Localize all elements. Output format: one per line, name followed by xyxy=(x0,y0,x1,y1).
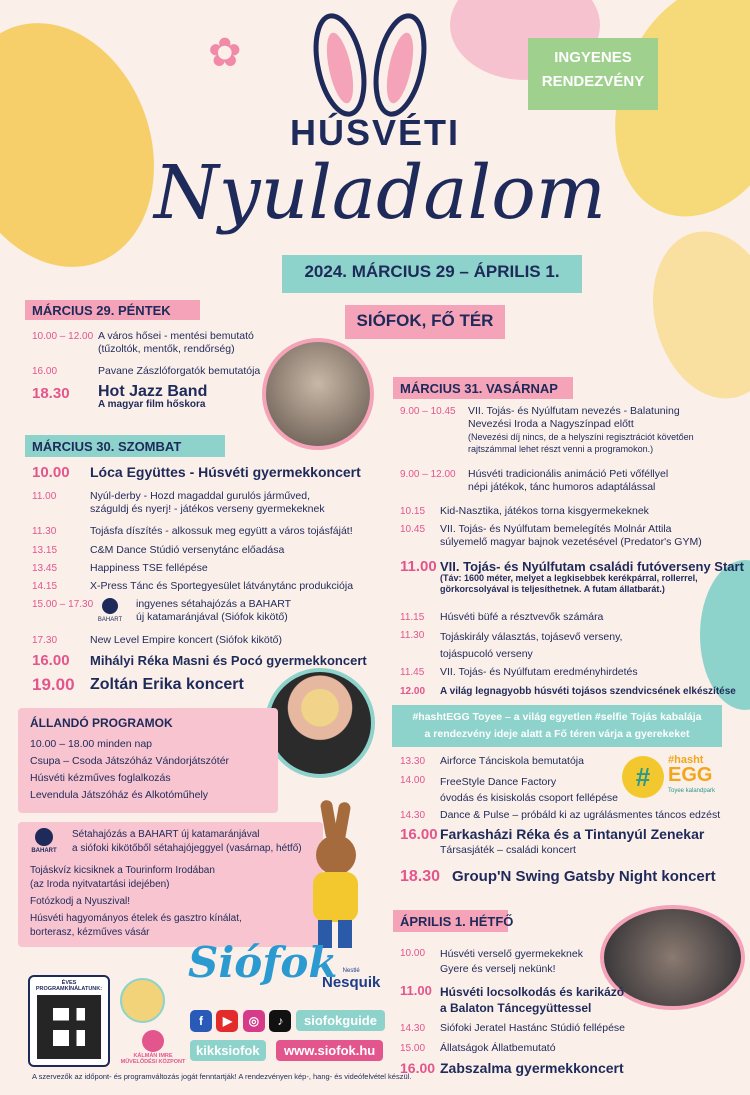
text: Húsvéti büfé a résztvevők számára xyxy=(440,611,604,623)
hashtegg-logo: # #hasht EGG Toyee kalandpark xyxy=(622,752,732,802)
qr-box xyxy=(28,975,110,1067)
text: Zabszalma gyermekkoncert xyxy=(440,1060,624,1076)
time: 17.30 xyxy=(32,635,58,646)
social-handle-1[interactable]: siofokguide xyxy=(296,1010,385,1031)
bunny-run-logo xyxy=(120,978,165,1023)
text: Nyúl-derby - Hozd magaddal gurulós járműved, száguldj és nyerj! - játékos verseny gyermekeknek xyxy=(90,490,325,515)
text: VII. Tojás- és Nyúlfutam eredményhirdetés xyxy=(440,666,638,678)
time: 9.00 – 10.45 xyxy=(400,406,456,417)
time: 10.45 xyxy=(400,524,426,535)
text: VII. Tojás- és Nyúlfutam nevezés - Balatuning Nevezési Iroda a Nagyszínpad előtt (Nevezési díj nincs, de a helyszíni regisztrációt követően rajtszámmal lehet részt venni a programokon.) xyxy=(468,405,694,454)
time: 10.00 xyxy=(400,948,426,959)
time: 11.30 xyxy=(32,526,57,537)
time: 13.45 xyxy=(32,563,58,574)
time: 16.00 xyxy=(400,826,438,843)
qr-label: ÉVES PROGRAMKÍNÁLATUNK: xyxy=(35,980,103,992)
time: 10.00 – 12.00 xyxy=(32,331,94,342)
time: 9.00 – 12.00 xyxy=(400,469,456,480)
time: 11.15 xyxy=(400,612,425,623)
free-line2: RENDEZVÉNY xyxy=(541,73,645,90)
egg-decoration-right xyxy=(635,217,750,412)
text: X-Press Tánc és Sportegyesület látványtánc produkciója xyxy=(90,580,354,592)
time: 16.00 xyxy=(32,366,58,377)
text: Pavane Zászlóforgatók bemutatója xyxy=(98,365,261,377)
time: 15.00 – 17.30 xyxy=(32,599,94,610)
time: 16.00 xyxy=(400,1060,436,1076)
text: Húsvéti tradicionális animáció Peti vőféllyel népi játékok, tánc humoros adaptálással xyxy=(468,468,669,493)
disclaimer-note: A szervezők az időpont- és programváltozás jogát fenntartják! A rendezvényen kép-, hang- és videófelvétel készül. xyxy=(32,1072,412,1081)
text: Airforce Tánciskola bemutatója xyxy=(440,755,584,767)
text: C&M Dance Stúdió versenytánc előadása xyxy=(90,544,285,556)
free-event-badge xyxy=(528,38,658,110)
text: A világ legnagyobb húsvéti tojásos szendvicsének elkészítése xyxy=(440,686,736,697)
time: 15.00 xyxy=(400,1043,426,1054)
text: VII. Tojás- és Nyúlfutam családi futóverseny Start (Táv: 1600 méter, melyet a legkisebbek kerékpárral, rollerrel, görkorcsolyával is teljesíthetnek. A futam állatbarát.) xyxy=(440,559,744,594)
location-text: SIÓFOK, FŐ TÉR xyxy=(356,311,494,330)
title-script: Nyuladalom xyxy=(154,150,606,236)
time: 13.15 xyxy=(32,545,58,556)
egg-decoration-top-left xyxy=(0,0,187,295)
text: Tojásfa díszítés - alkossuk meg együtt a város tojásfáját! xyxy=(90,525,353,537)
time: 19.00 xyxy=(32,675,75,694)
jazz-band-photo xyxy=(262,338,374,450)
text: ingyenes sétahajózás a BAHART új katamaránjával (Siófok kikötő) xyxy=(136,598,292,623)
social-handle-2[interactable]: kikksiofok xyxy=(190,1040,266,1061)
time: 11.45 xyxy=(400,667,425,678)
text: New Level Empire koncert (Siófok kikötő) xyxy=(90,634,282,646)
nesquik-logo: Nestlé Nesquik xyxy=(322,968,381,991)
time: 10.00 xyxy=(32,464,70,481)
date-text: 2024. MÁRCIUS 29 – ÁPRILIS 1. xyxy=(304,262,560,281)
text: Group'N Swing Gatsby Night koncert xyxy=(452,868,716,885)
text: Húsvéti verselő gyermekeknek Gyere és verselj nekünk! xyxy=(440,948,583,975)
text: Lóca Együttes - Húsvéti gyermekkoncert xyxy=(90,464,361,480)
text: Dance & Pulse – próbáld ki az ugrálásmentes táncos edzést xyxy=(440,809,721,821)
text: Zoltán Erika koncert xyxy=(90,676,244,693)
sat-heading: MÁRCIUS 30. SZOMBAT xyxy=(32,439,182,454)
bahart-logo-icon: BAHART xyxy=(26,828,62,854)
perm-lines: 10.00 – 18.00 minden nap Csupa – Csoda Játszóház Vándorjátszótér Húsvéti kézműves foglalkozás Levendula Játszóház és Alkotóműhely xyxy=(30,738,230,801)
text: Farkasházi Réka és a Tintanyúl Zenekar Társasjáték – családi koncert xyxy=(440,826,705,856)
bunny-ears-icon xyxy=(300,10,440,120)
time: 14.15 xyxy=(32,581,58,592)
text: Siófoki Jeratel Hastánc Stúdió fellépése xyxy=(440,1022,626,1034)
text: Hot Jazz Band A magyar film hőskora xyxy=(98,383,208,410)
text: Tojáskirály választás, tojásevő verseny, tojáspucoló verseny xyxy=(440,631,623,660)
flower-icon: ✿ xyxy=(208,31,242,75)
free-line1: INGYENES xyxy=(554,49,632,66)
time: 11.30 xyxy=(400,630,425,641)
time: 14.30 xyxy=(400,810,426,821)
text: Happiness TSE fellépése xyxy=(90,562,208,574)
text: FreeStyle Dance Factory óvodás és kisiskolás csoport fellépése xyxy=(440,776,619,804)
title-top: HÚSVÉTI xyxy=(289,112,461,153)
kalman-logo: KÁLMÁN IMRE MŰVELŐDÉSI KÖZPONT xyxy=(118,1030,188,1065)
bahart-logo-icon: BAHART xyxy=(96,598,124,627)
time: 14.00 xyxy=(400,775,426,786)
hashtegg-banner-text: #hashtEGG Toyee – a világ egyetlen #selfie Tojás kabalája a rendezvény ideje alatt a Fő téren várja a gyerekeket xyxy=(412,711,702,740)
time: 11.00 xyxy=(400,983,432,998)
time: 13.30 xyxy=(400,756,426,767)
text: Állatságok Állatbemutató xyxy=(440,1042,556,1054)
text: A város hősei - mentési bemutató (tűzoltók, mentők, rendőrség) xyxy=(98,330,254,355)
perm-heading: ÁLLANDÓ PROGRAMOK xyxy=(30,716,173,730)
nesquik-bunny-mascot xyxy=(298,800,368,960)
time: 11.00 xyxy=(32,491,57,502)
mon-heading: ÁPRILIS 1. HÉTFŐ xyxy=(400,914,514,929)
text: Mihályi Réka Masni és Pocó gyermekkoncert xyxy=(90,653,367,668)
sun-heading: MÁRCIUS 31. VASÁRNAP xyxy=(400,381,558,396)
time: 18.30 xyxy=(400,868,441,885)
extra-lines-top: Sétahajózás a BAHART új katamaránjával a siófoki kikötőből sétahajójeggyel (vasárnap, hétfő) xyxy=(72,829,302,854)
instagram-icon[interactable]: ◎ xyxy=(243,1010,265,1032)
time: 16.00 xyxy=(32,652,70,669)
facebook-icon[interactable]: f xyxy=(190,1010,212,1032)
qr-code-icon xyxy=(37,995,101,1059)
time: 14.30 xyxy=(400,1023,426,1034)
time: 11.00 xyxy=(400,558,437,575)
time: 18.30 xyxy=(32,385,70,402)
zoltan-erika-photo xyxy=(265,668,375,778)
text: Húsvéti locsolkodás és karikázó a Balaton Táncegyüttessel xyxy=(440,985,625,1015)
time: 10.15 xyxy=(400,506,426,517)
social-row-1 xyxy=(190,1010,291,1032)
tiktok-icon[interactable]: ♪ xyxy=(269,1010,291,1032)
siofok-logo: Siófok xyxy=(188,938,338,987)
fri-heading: MÁRCIUS 29. PÉNTEK xyxy=(32,303,171,318)
extra-lines: Tojáskvíz kicsiknek a Tourinform Irodában (az Iroda nyitvatartási idejében) Fotózkodj a Nyuszival! Húsvéti hagyományos ételek és gasztro kínálat, borterasz, kézműves vásár xyxy=(30,865,242,938)
text: Kid-Nasztika, játékos torna kisgyermekeknek xyxy=(440,505,649,517)
youtube-icon[interactable]: ▶ xyxy=(216,1010,238,1032)
text: VII. Tojás- és Nyúlfutam bemelegítés Molnár Attila súlyemelő magyar bajnok vezetésével (Predator's GYM) xyxy=(440,523,702,548)
time: 12.00 xyxy=(400,686,426,697)
website-link[interactable]: www.siofok.hu xyxy=(276,1040,383,1061)
